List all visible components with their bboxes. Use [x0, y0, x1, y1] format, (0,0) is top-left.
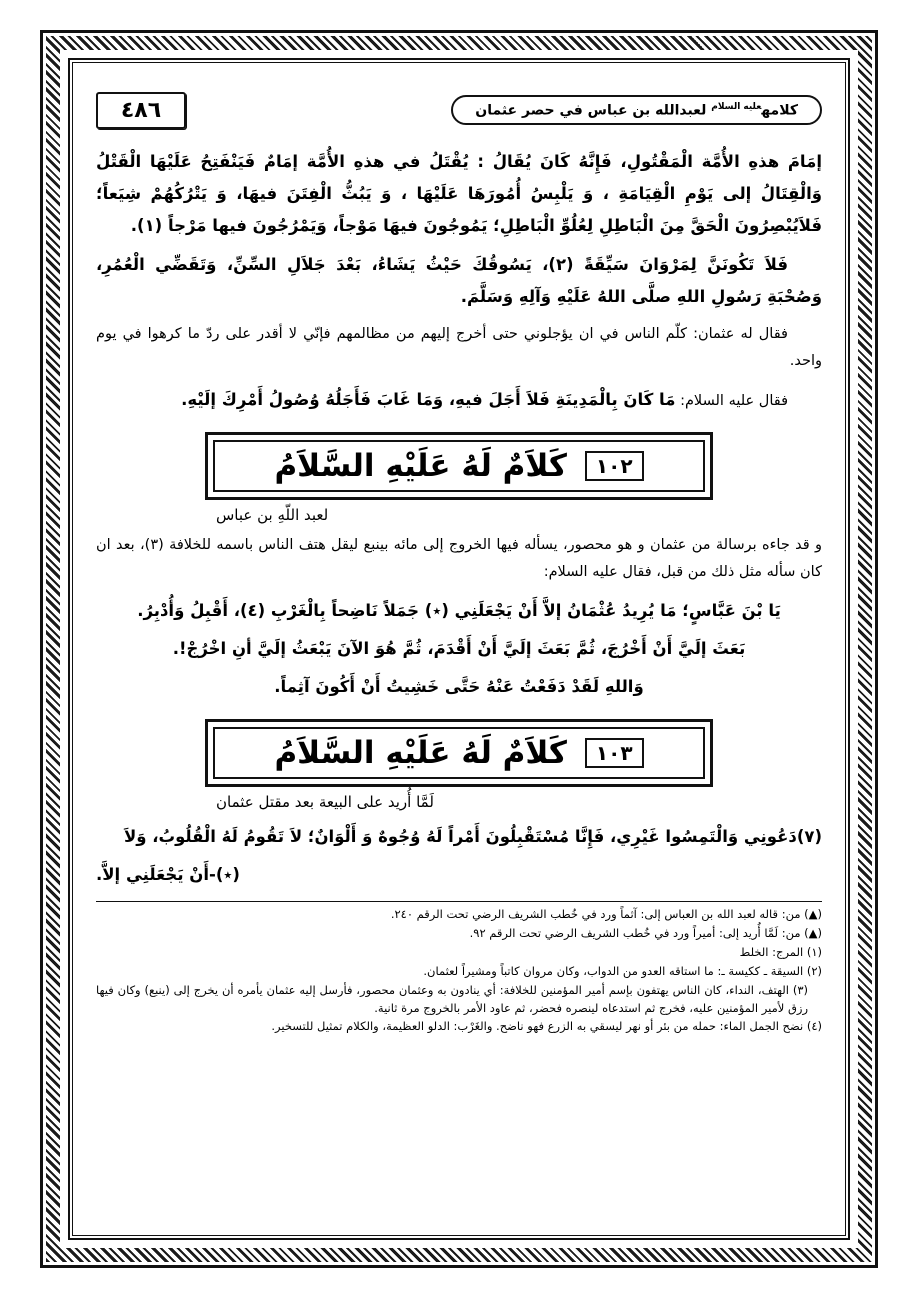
- section-102-line-2: بَعَثَ إلَيَّ أَنْ أَخْرُجَ، ثُمَّ بَعَثَ إلَيَّ أَنْ أَقْدَمَ، ثُمَّ هُوَ الآنَ يَبْعَثُ إلَيَّ أنِ اخْرُجْ!.: [172, 638, 746, 658]
- section-102-subtitle: لعبد اللّهِ بن عباس: [216, 505, 329, 524]
- footnote-text: الهتف، النداء، كان الناس يهتفون بإسم أمير المؤمنين للخلافة: أي ينادون به وعثمان محصور، فأرسل إليه عثمان يأمره أن يخرج إلى (ينبع) وكان فيها رزق لأمير المؤمنين عليه، فخرج ثم استدعاه لينصره فحضر، ثم عاود الأمر بالخروج مرة ثانية.: [96, 982, 808, 1015]
- running-title-main: كلامه: [761, 102, 798, 119]
- section-103-line-2: (٭)-أَنْ يَجْعَلَنِي إلاَّ.: [96, 865, 240, 885]
- footnote-marker: (▲): [804, 907, 822, 922]
- paragraph-4-lead: فقال عليه السلام:: [680, 392, 788, 409]
- section-103-title: كَلاَمٌ لَهُ عَلَيْهِ السَّلاَمُ: [274, 735, 567, 772]
- page-content: [86, 76, 832, 1222]
- honorific-mark: عليه السلام: [711, 101, 762, 112]
- footnote-item: [96, 982, 822, 1018]
- paragraph-2: فَلاَ تَكُونَنَّ لِمَرْوَانَ سَيِّقَةً (٢)، يَسُوقُكَ حَيْثُ يَشَاءُ، بَعْدَ جَلاَلِ السِّنِّ، وَتَقَضِّي الْعُمُرِ، وَصُحْبَةِ رَسُولِ اللهِ صلَّى اللهُ عَلَيْهِ وَآلِهِ وَسَلَّمَ.: [96, 254, 822, 306]
- section-103-cartouche: [205, 719, 713, 787]
- section-102-cartouche: [205, 432, 713, 500]
- page-header: [96, 84, 822, 136]
- footnote-text: من: لَمَّا أُريد إلى: أميراً ورد في خُطب الشريف الرضي تحت الرقم ٩٢.: [469, 926, 801, 941]
- paragraph-1: إمَامَ هذهِ الأُمَّة الْمَقْتُولِ، فَإِنَّهُ كَانَ يُقَالُ : يُقْتَلُ في هذهِ الأُمَّة إمَامٌ فَيَنْفَتِحُ عَلَيْهَا الْقَتْلُ وَالْقِتَالُ إلى يَوْمِ الْقِيَامَةِ ، وَ يَلْبِسُ أُمُورَهَا عَلَيْهَا ، وَ يَبُثُّ الْفِتَنَ فيهَا، وَ يَتْرُكُهُمْ شِيَعاً؛ فَلاَيُبْصِرُونَ الْحَقَّ مِنَ الْبَاطِلِ لِعُلُوِّ الْبَاطِلِ؛ يَمُوجُونَ فيهَا مَوْجاً، وَيَمْرُجُونَ فيها مَرْجاً (١).: [96, 152, 822, 236]
- footnote-marker: (٣): [792, 982, 809, 997]
- section-102-cartouche-inner: [213, 440, 705, 492]
- running-title-rest: لعبدالله بن عباس في حصر عثمان: [475, 102, 707, 119]
- section-102-line-1: يَا بْنَ عَبَّاسٍ؛ مَا يُرِيدُ عُثْمَانُ إلاَّ أَنْ يَجْعَلَنِي (٭) جَمَلاً نَاضِحاً بِالْغَرْبِ (٤)، أَقْبِلُ وَأُدْبِرُ.: [137, 600, 781, 620]
- page-number: ٤٨٦: [96, 92, 186, 129]
- footnote-text: من: قاله لعبد الله بن العباس إلى: آثماً ورد في خُطب الشريف الرضي تحت الرقم ٢٤٠.: [390, 907, 801, 922]
- section-103-cartouche-inner: [213, 727, 705, 779]
- footnote-marker: (١): [806, 945, 822, 960]
- paragraph-4: [96, 384, 822, 416]
- paragraph-3: فقال له عثمان: كلّم الناس في ان يؤجلوني حتى أخرج إليهم من مظالمهم فإنّي لا أقدر على ردّ ما كرهوا في يوم واحد.: [96, 325, 822, 370]
- section-103-number: ١٠٣: [585, 738, 644, 768]
- footnote-item: [96, 963, 822, 981]
- footnote-item: [96, 906, 822, 924]
- footnote-item: [96, 944, 822, 962]
- footnote-separator: [96, 901, 822, 902]
- running-title: [451, 95, 822, 126]
- section-102-title: كَلاَمٌ لَهُ عَلَيْهِ السَّلاَمُ: [274, 447, 567, 484]
- section-102-line-3: وَاللهِ لَقَدْ دَفَعْتُ عَنْهُ حَتَّى خَشِيتُ أَنْ أَكُونَ آثِماً.: [274, 676, 644, 696]
- footnote-marker: (٢): [806, 963, 822, 978]
- section-102-number: ١٠٢: [585, 451, 644, 481]
- footnotes-block: [96, 906, 822, 1036]
- footnote-item: [96, 925, 822, 943]
- footnote-text: المرج: الخلط: [739, 945, 804, 960]
- footnote-marker: (▲): [804, 926, 822, 941]
- section-102-intro: و قد جاءه برسالة من عثمان و هو محصور، يسأله فيها الخروج إلى مائه بينبع ليقل هتف الناس باسمه للخلافة (٣)، بعد ان كان سأله مثل ذلك من قبل، فقال عليه السلام:: [96, 536, 822, 581]
- footnote-text: السيقة ـ ككيسة ـ: ما استاقه العدو من الدواب، وكان مروان كاتباً ومشيراً لعثمان.: [423, 963, 804, 978]
- section-103-subtitle: لَمَّا أُريد على البيعة بعد مقتل عثمان: [216, 793, 434, 812]
- footnote-text: نضح الجمل الماء: حمله من بئر أو نهر ليسقي به الزرع فهو ناضح. والغَرْب: الدلو العظيمة، والكلام تمثيل للتسخير.: [271, 1019, 804, 1034]
- paragraph-4-quote: مَا كَانَ بِالْمَدِينَةِ فَلاَ أَجَلَ فيهِ، وَمَا غَابَ فَأَجَلُهُ وُصُولُ أَمْرِكَ إلَيْهِ.: [181, 389, 676, 409]
- section-103-line-1: (٧)دَعُونِي وَالْتَمِسُوا غَيْرِي، فَإِنَّا مُسْتَقْبِلُونَ أَمْراً لَهُ وُجُوهٌ وَ أَلْوَانٌ؛ لاَ تَقُومُ لَهُ الْقُلُوبُ، وَلاَ: [123, 827, 822, 847]
- footnote-item: [96, 1018, 822, 1036]
- footnote-marker: (٤): [806, 1019, 822, 1034]
